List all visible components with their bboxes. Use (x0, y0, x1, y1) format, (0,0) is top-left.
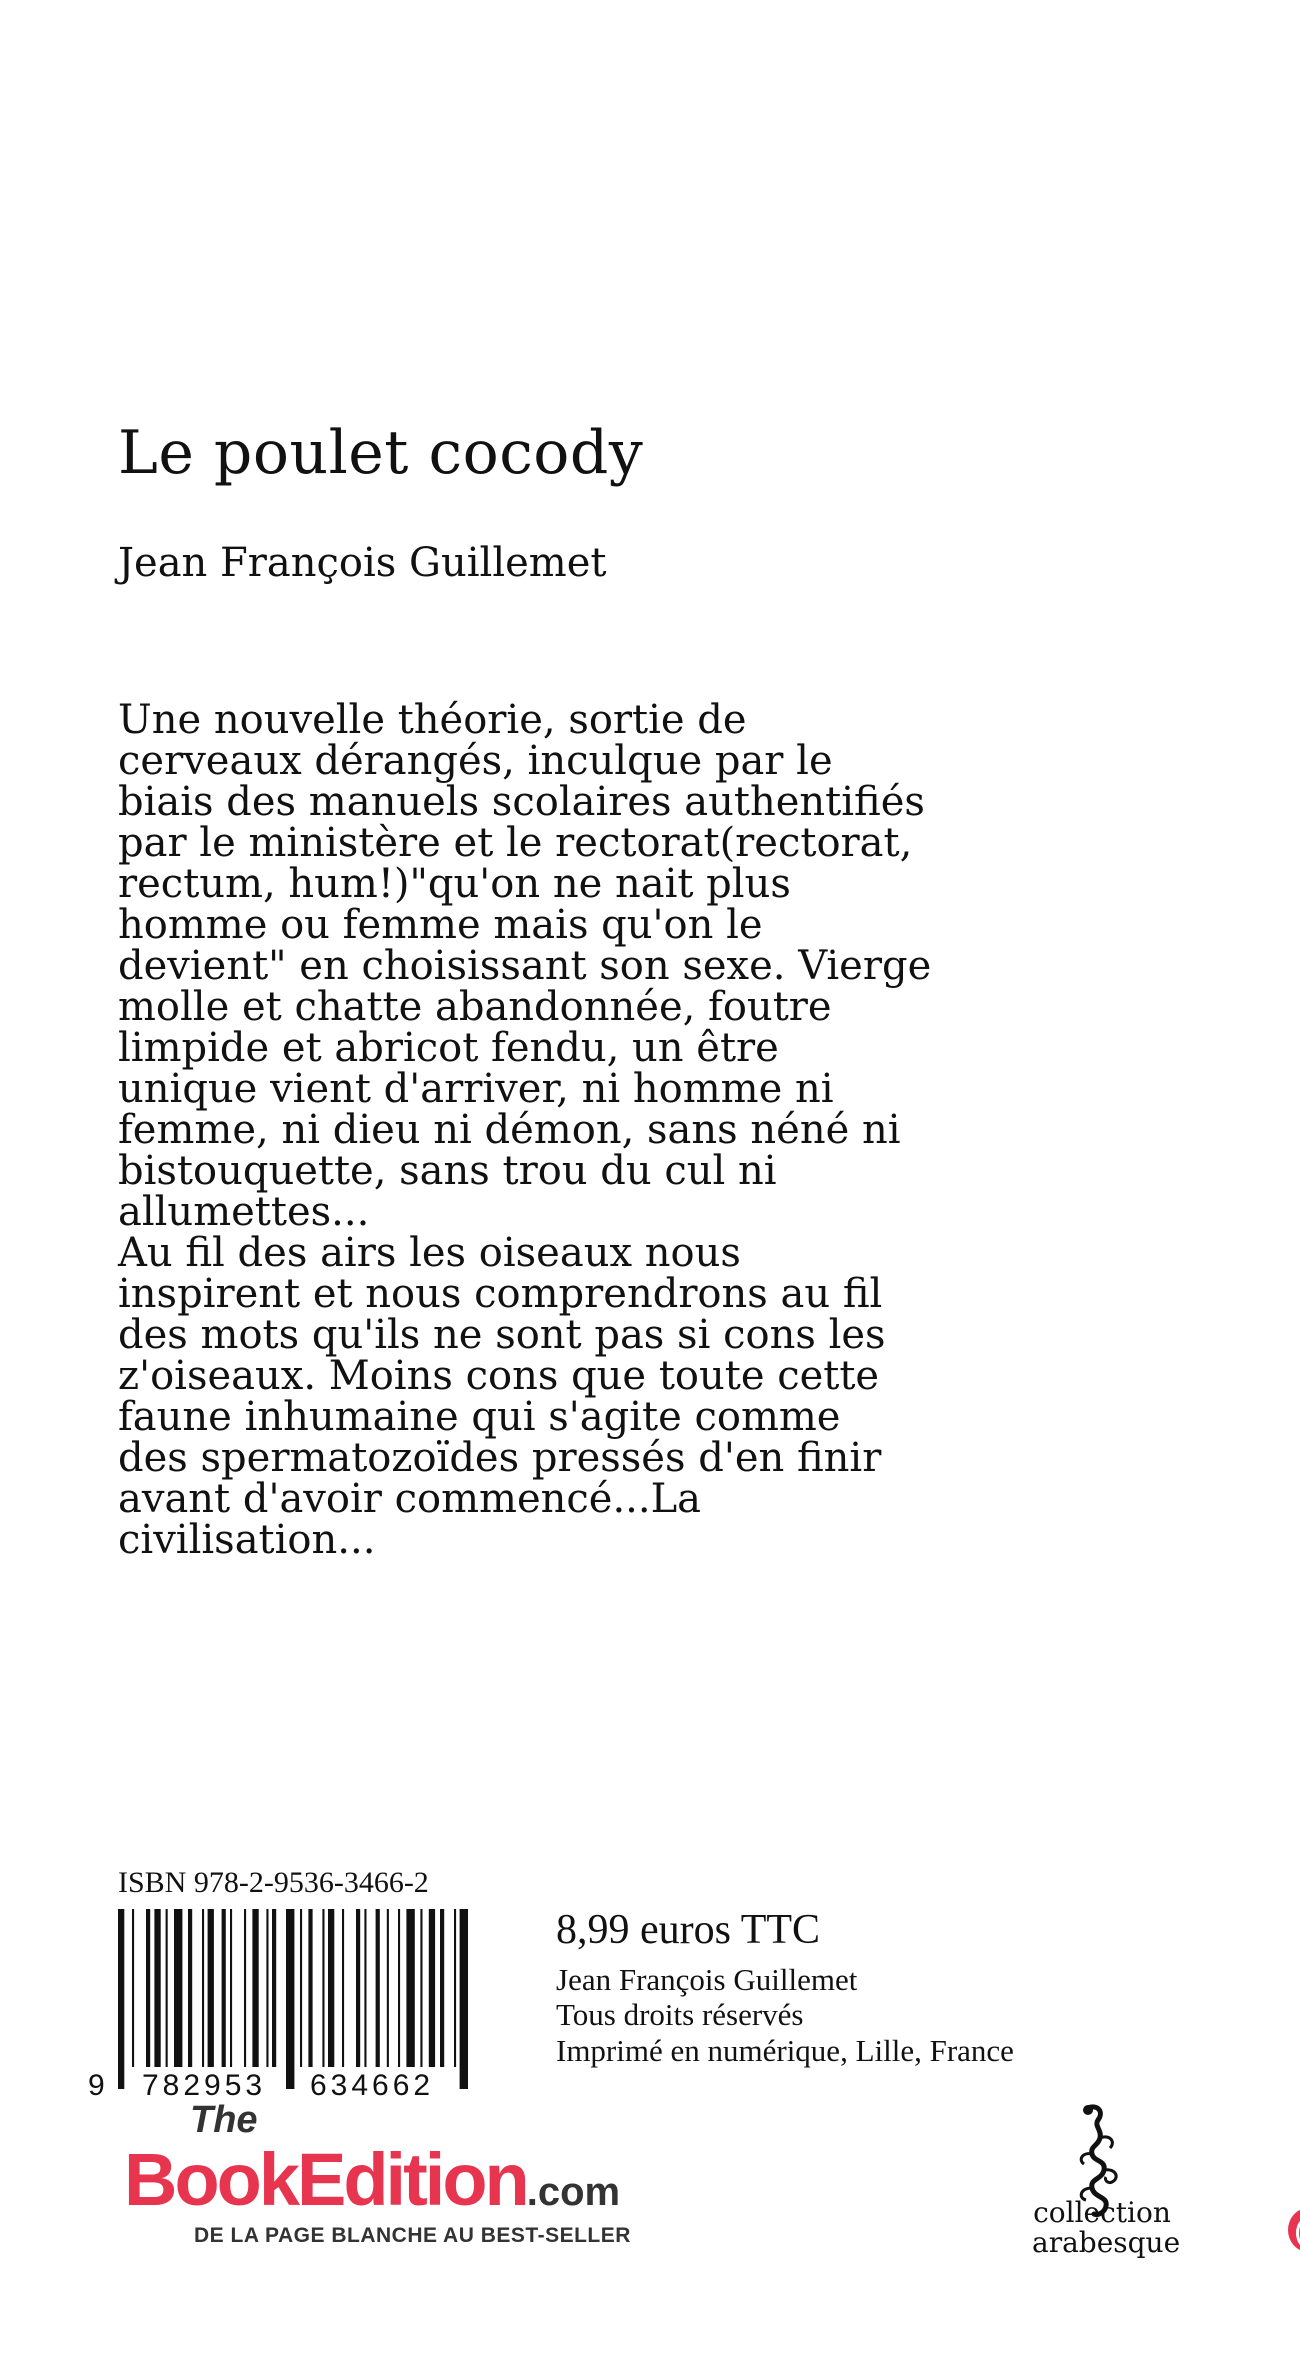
barcode-bar (308, 1909, 312, 2067)
barcode-bar (118, 1909, 124, 2089)
barcode-bar (174, 1909, 182, 2067)
imprint-printed: Imprimé en numérique, Lille, France (556, 2033, 1014, 2068)
imprint-author: Jean François Guillemet (556, 1962, 858, 1997)
barcode-bars (118, 1909, 468, 2089)
barcode-bar (272, 1909, 276, 2067)
isbn-label: ISBN 978-2-9536-3466-2 (118, 1866, 429, 1899)
barcode-bar (342, 1909, 344, 2067)
blurb-line: rectum, hum!)"qu'on ne nait plus (118, 861, 791, 907)
blurb-line: devient" en choisissant son sexe. Vierge (118, 943, 932, 989)
blurb-line: femme, ni dieu ni démon, sans néné ni (118, 1107, 901, 1153)
blurb-line: civilisation... (118, 1517, 376, 1563)
logo-name: BookEdition (124, 2138, 527, 2221)
book-author: Jean François Guillemet (118, 540, 607, 586)
barcode-bar (286, 1909, 294, 2089)
barcode-bar (440, 1909, 444, 2067)
blurb-line: biais des manuels scolaires authentifiés (118, 779, 925, 825)
imprint-rights: Tous droits réservés (556, 1997, 804, 2032)
barcode-lead-digit: 9 (88, 2069, 105, 2102)
blurb-line: faune inhumaine qui s'agite comme (118, 1394, 841, 1440)
book-title: Le poulet cocody (118, 418, 644, 488)
blurb-line: des spermatozoïdes pressés d'en finir (118, 1435, 882, 1481)
barcode-bar (266, 1909, 268, 2067)
logo-the: The (190, 2099, 258, 2141)
barcode-bar (188, 1909, 192, 2067)
barcode-bar (420, 1909, 422, 2067)
blurb-line: des mots qu'ils ne sont pas si cons les (118, 1312, 886, 1358)
barcode-bar (222, 1909, 226, 2067)
barcode-bar (146, 1909, 150, 2067)
barcode-bar (376, 1909, 380, 2067)
barcode-bar (252, 1909, 258, 2067)
blurb-line: homme ou femme mais qu'on le (118, 902, 763, 948)
barcode-bar (356, 1909, 360, 2067)
blurb-line: Une nouvelle théorie, sortie de (118, 697, 747, 743)
blurb-line: z'oiseaux. Moins cons que toute cette (118, 1353, 880, 1399)
barcode-bar (454, 1909, 456, 2067)
barcode-bar (202, 1909, 204, 2067)
barcode-bar (208, 1909, 214, 2067)
isbn-barcode (80, 1905, 490, 2105)
blurb-line: par le ministère et le rectorat(rectorat, (118, 820, 913, 866)
barcode-bar (364, 1909, 366, 2067)
barcode-bar (166, 1909, 168, 2067)
blurb-line: allumettes... (118, 1189, 370, 1235)
barcode-bar (230, 1909, 232, 2067)
barcode-left-digits: 782953 (142, 2069, 267, 2102)
barcode-bar (244, 1909, 246, 2067)
blurb-line: Au fil des airs les oiseaux nous (118, 1230, 741, 1276)
barcode-bar (322, 1909, 324, 2067)
barcode-bar (460, 1909, 468, 2089)
logo-wordmark (124, 2140, 620, 2232)
blurb-line: unique vient d'arriver, ni homme ni (118, 1066, 834, 1112)
corner-badge-icon (1288, 2208, 1300, 2252)
barcode-bar (154, 1909, 160, 2067)
barcode-bar (328, 1909, 334, 2067)
blurb-line: molle et chatte abandonnée, foutre (118, 984, 832, 1030)
barcode-bar (387, 1909, 389, 2067)
back-cover-blurb (118, 697, 978, 1563)
logo-tagline: DE LA PAGE BLANCHE AU BEST-SELLER (194, 2224, 631, 2247)
blurb-line: avant d'avoir commencé...La (118, 1476, 702, 1522)
barcode-bar (406, 1909, 414, 2067)
blurb-line: cerveaux dérangés, inculque par le (118, 738, 833, 784)
blurb-line: limpide et abricot fendu, un être (118, 1025, 779, 1071)
collection-line-2: arabesque (1032, 2226, 1181, 2259)
collection-line-1: collection (1033, 2196, 1171, 2229)
barcode-right-digits: 634662 (310, 2069, 435, 2102)
collection-label (1032, 2196, 1181, 2259)
bookedition-logo (122, 2100, 712, 2270)
blurb-line: bistouquette, sans trou du cul ni (118, 1148, 777, 1194)
logo-tld: .com (526, 2170, 621, 2214)
blurb-line: inspirent et nous comprendrons au fil (118, 1271, 883, 1317)
barcode-bar (429, 1909, 435, 2067)
barcode-bar (132, 1909, 134, 2067)
barcode-bar (300, 1909, 302, 2067)
price: 8,99 euros TTC (556, 1907, 821, 1953)
barcode-bar (398, 1909, 400, 2067)
